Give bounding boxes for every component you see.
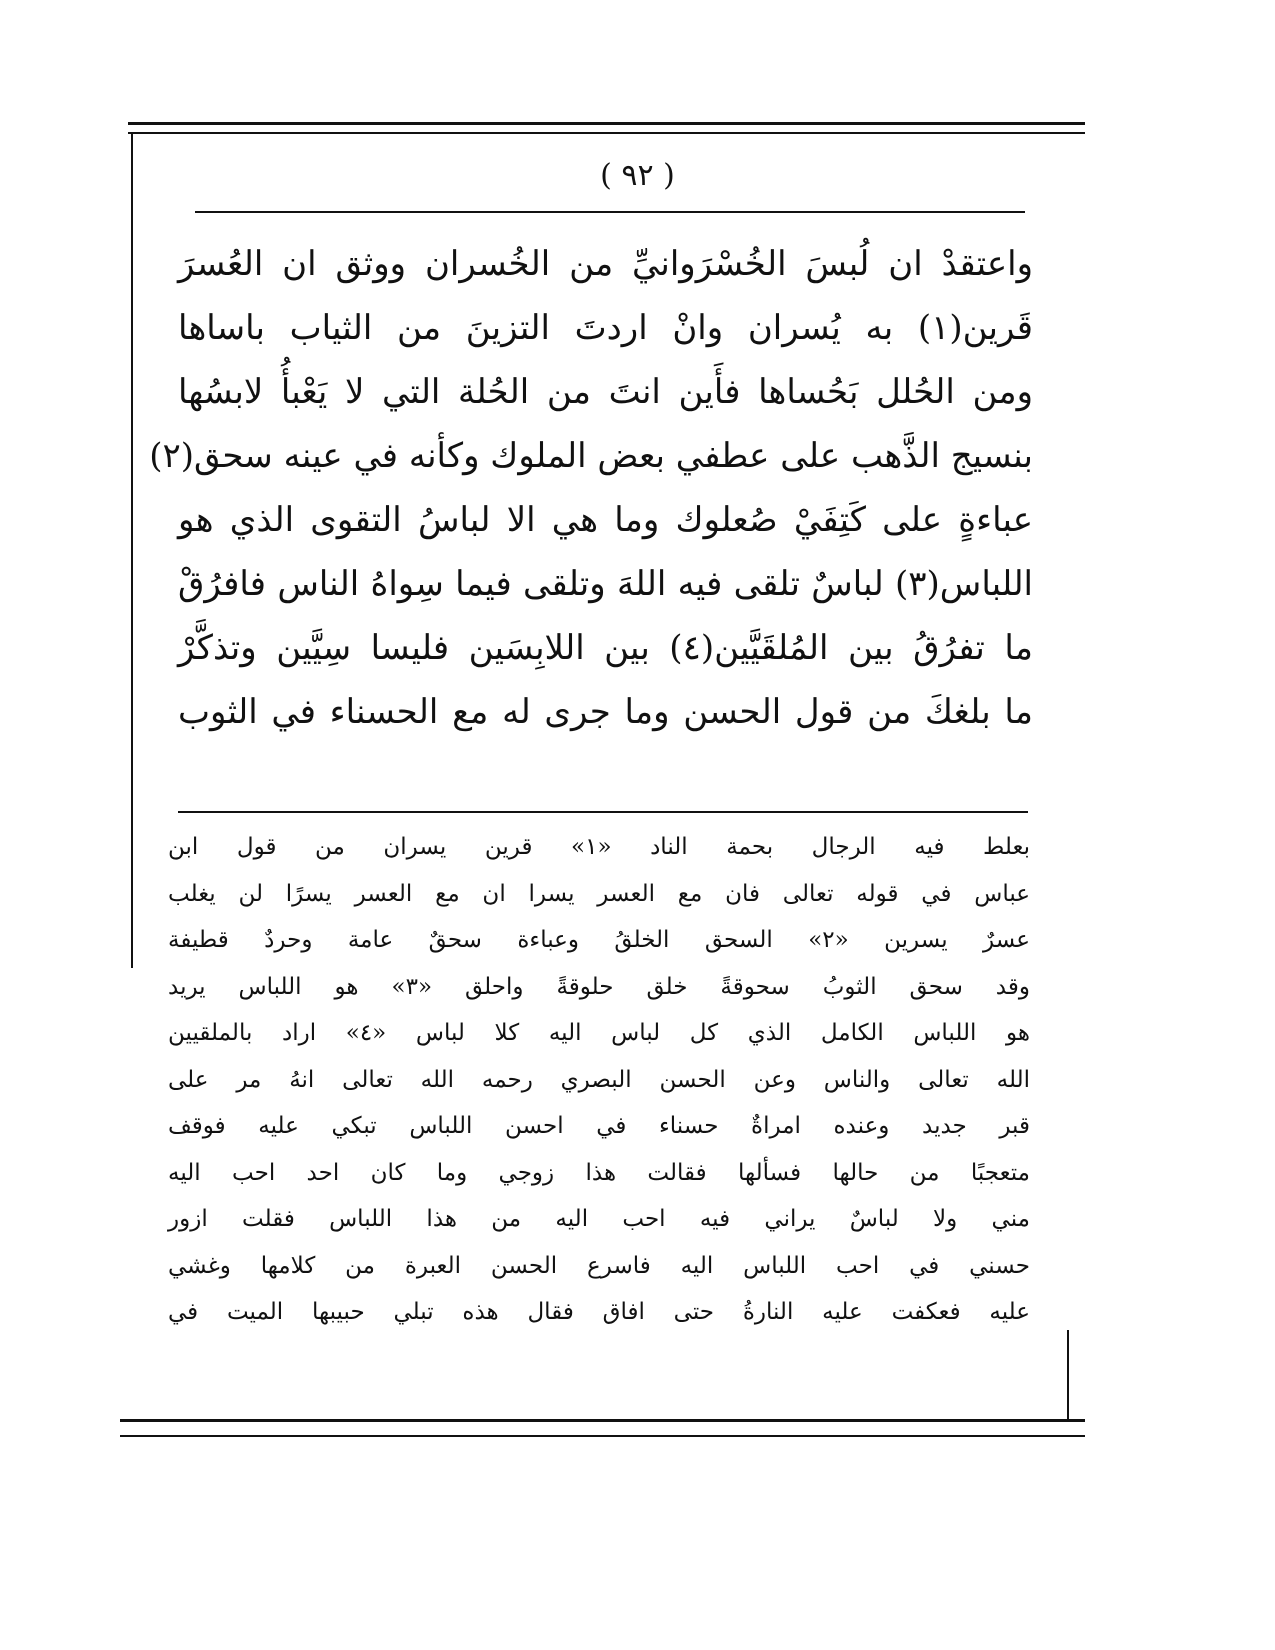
header-rule xyxy=(195,211,1025,213)
top-rule-outer xyxy=(128,122,1085,125)
body-line: قَرين(١) به يُسران وانْ اردتَ التزينَ من الثياب باساها xyxy=(178,308,1033,348)
body-line: ما تفرُقُ بين المُلقَيَّين(٤) بين اللابِسَين فليسا سِيَّين وتذكَّرْ xyxy=(178,628,1033,668)
body-line: ومن الحُلل بَحُساها فأَين انتَ من الحُلة التي لا يَعْبأُ لابسُها xyxy=(178,372,1033,412)
footnote-line: مني ولا لباسٌ يراني فيه احب اليه من هذا اللباس فقلت ازور xyxy=(168,1206,1030,1232)
footnote-line: الله تعالى والناس وعن الحسن البصري رحمه الله تعالى انهُ مر على xyxy=(168,1066,1030,1093)
footnote-line: عسرٌ يسرين «٢» السحق الخلقُ وعباءة سحقٌ عامة وحردٌ قطيفة xyxy=(168,927,1030,953)
footnote-line: قبر جديد وعنده امراةٌ حسناء في احسن اللباس تبكي عليه فوقف xyxy=(168,1113,1030,1139)
footnote-line: هو اللباس الكامل الذي كل لباس اليه كلا لباس «٤» اراد بالملقيين xyxy=(168,1020,1030,1046)
footnote-line: عباس في قوله تعالى فان مع العسر يسرا ان مع العسر يسرًا لن يغلب xyxy=(168,880,1030,907)
bottom-rule-outer xyxy=(120,1419,1085,1422)
footnote-line: وقد سحق الثوبُ سحوقةً خلق حلوقةً واحلق «٣» هو اللباس يريد xyxy=(168,973,1030,1000)
body-line: اللباس(٣) لباسٌ تلقى فيه اللهَ وتلقى فيما سِواهُ الناس فافرُقْ xyxy=(178,564,1033,604)
left-border-line xyxy=(131,133,133,968)
body-text xyxy=(149,232,1033,744)
page-number: ( ٩٢ ) xyxy=(600,158,675,193)
footnotes xyxy=(168,824,1030,1336)
bottom-rule-inner xyxy=(120,1435,1085,1437)
top-rule-inner xyxy=(128,132,1085,134)
body-line: عباءةٍ على كَتِفَيْ صُعلوك وما هي الا لباسُ التقوى الذي هو xyxy=(178,500,1033,540)
body-line: ما بلغكَ من قول الحسن وما جرى له مع الحسناء في الثوب xyxy=(178,692,1033,732)
body-line: واعتقدْ ان لُبسَ الخُسْرَوانيِّ من الخُسران ووثق ان العُسرَ xyxy=(178,244,1033,284)
footnote-line: حسني في احب اللباس اليه فاسرع الحسن العبرة من كلامها وغشي xyxy=(168,1252,1030,1279)
footnote-rule xyxy=(178,811,1028,813)
footnote-line: عليه فعكفت عليه النارةُ حتى افاق فقال هذه تبلي حبيبها الميت في xyxy=(168,1299,1030,1325)
body-line: بنسيج الذَّهب على عطفي بعض الملوك وكأنه في عينه سحق(٢) xyxy=(149,436,1033,476)
right-border-line xyxy=(1067,1330,1069,1420)
footnote-line: متعجبًا من حالها فسألها فقالت هذا زوجي وما كان احد احب اليه xyxy=(168,1159,1030,1186)
footnote-line: بعلط فيه الرجال بحمة الناد «١» قرين يسران من قول ابن xyxy=(168,834,1031,860)
